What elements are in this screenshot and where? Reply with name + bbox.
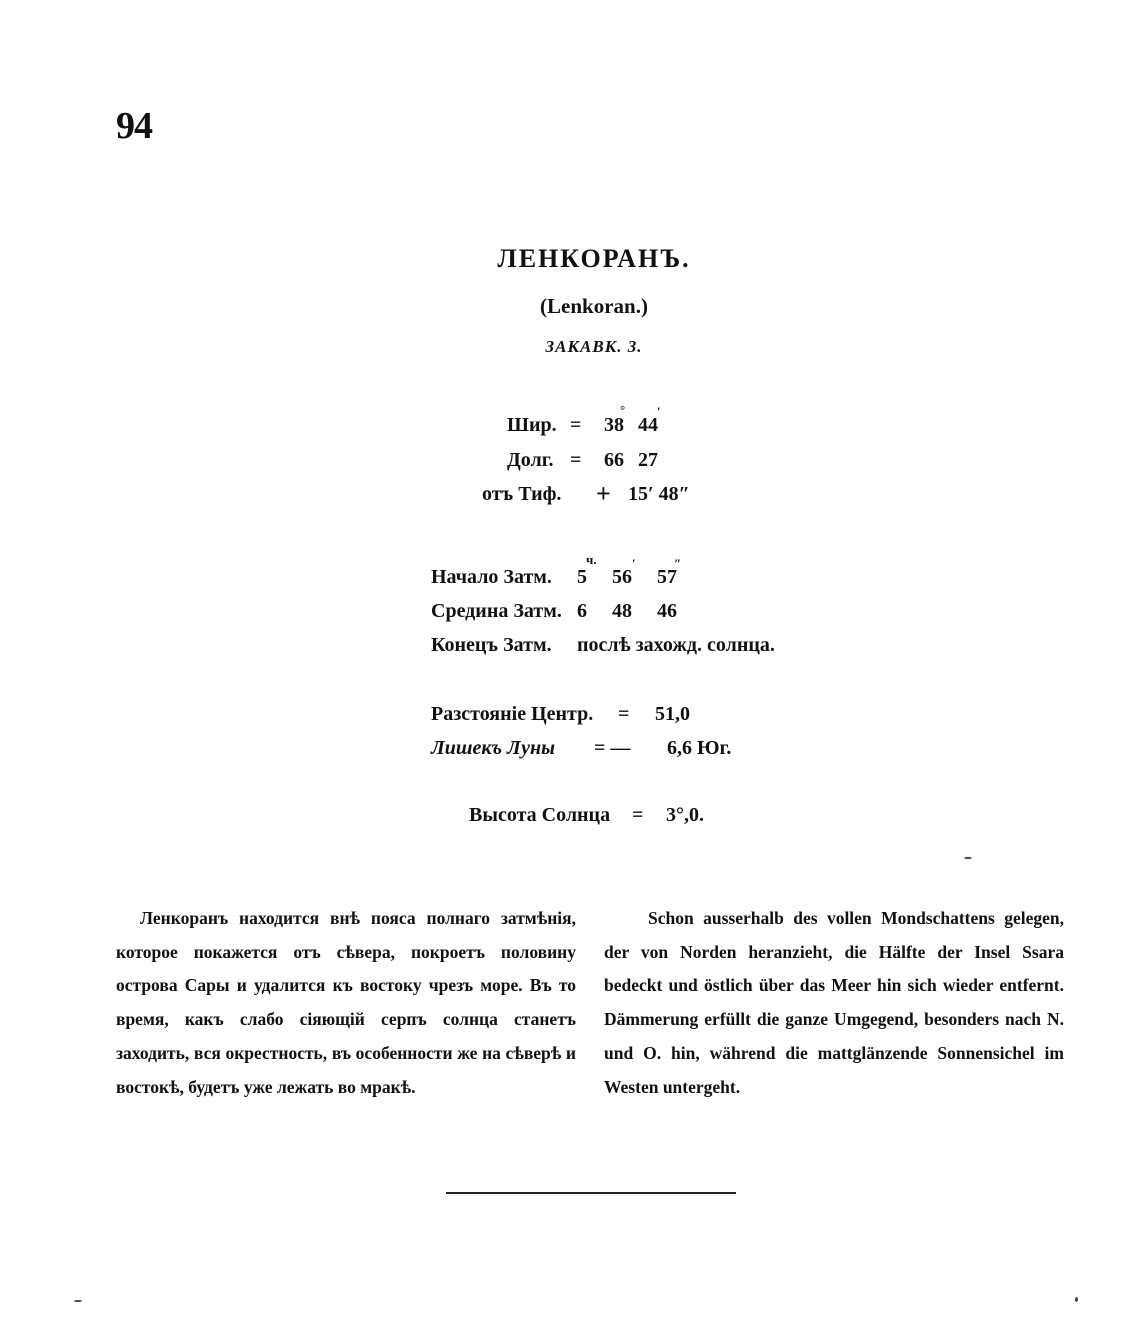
- german-paragraph: Schon ausserhalb des vollen Mondschattens gelegen, der von Norden heranzieht, die Hälfte der Insel Ssara bedeckt und östlich über das Meer hin sich wieder entfernt. Dämmerung erfüllt die ganze Umgegend, besonders nach N. und O. hin, während die mattglänzende Sonnensichel im Westen untergeht.: [604, 908, 1064, 1097]
- sun-altitude-equals: =: [632, 804, 644, 826]
- sun-altitude-label: Высота Солнца: [469, 804, 611, 826]
- hours-unit: ч.: [586, 552, 597, 567]
- tiflis-label: отъ Тиф.: [482, 483, 562, 505]
- center-distance-value: 51,0: [655, 703, 690, 725]
- beginning-hours: 5: [577, 566, 587, 588]
- section-divider: [446, 1192, 736, 1194]
- scan-speck: [74, 1300, 82, 1302]
- moon-excess-label: Лишекъ Луны: [431, 737, 556, 759]
- latitude-row: [0, 414, 1140, 440]
- degree-mark: °: [620, 402, 626, 417]
- latitude-equals: =: [570, 414, 582, 436]
- page-number: 94: [116, 105, 152, 147]
- latitude-degrees: 38: [604, 414, 624, 436]
- beginning-label: Начало Затм.: [431, 566, 552, 588]
- sun-altitude-value: 3°,0.: [666, 804, 704, 826]
- center-distance-row: [0, 703, 1140, 729]
- longitude-minutes: 27: [638, 449, 658, 471]
- latitude-minutes: 44: [638, 414, 658, 436]
- eclipse-middle-row: [0, 600, 1140, 626]
- middle-label: Средина Затм.: [431, 600, 562, 622]
- end-text: послѣ захожд. солнца.: [577, 634, 775, 656]
- latitude-label: Шир.: [507, 414, 557, 436]
- center-distance-equals: =: [618, 703, 630, 725]
- german-text-column: [604, 902, 1064, 1104]
- russian-paragraph: Ленкоранъ находится внѣ пояса полнаго затмѣнія, которое покажется отъ сѣвера, покроетъ половину острова Сары и удалится къ востоку чрезъ море. Въ то время, какъ слабо сіяющій серпъ солнца станетъ заходить, вся окрестность, въ особенности же на сѣверѣ и востокѣ, будетъ уже лежать во мракѣ.: [116, 908, 576, 1097]
- eclipse-beginning-row: [0, 566, 1140, 592]
- scan-speck: [1075, 1297, 1078, 1302]
- tiflis-offset-row: [0, 479, 1140, 509]
- region-label: ЗАКАВК. 3.: [545, 337, 643, 356]
- scan-speck: [964, 857, 972, 859]
- eclipse-end-row: [0, 634, 1140, 660]
- sun-altitude-row: [0, 804, 1140, 830]
- page-subtitle: (Lenkoran.): [540, 294, 648, 318]
- moon-excess-operator: = —: [594, 737, 631, 759]
- longitude-equals: =: [570, 449, 582, 471]
- tiflis-plus: +: [596, 479, 611, 508]
- seconds-unit: ″: [674, 556, 682, 571]
- middle-hours: 6: [577, 600, 587, 622]
- beginning-minutes: 56: [612, 566, 632, 588]
- russian-text-column: [116, 902, 576, 1104]
- middle-seconds: 46: [657, 600, 677, 622]
- moon-excess-row: [0, 737, 1140, 763]
- tiflis-value: 15′ 48″: [628, 483, 690, 505]
- longitude-row: [0, 449, 1140, 475]
- page-title: ЛЕНКОРАНЪ.: [497, 244, 691, 273]
- beginning-seconds: 57: [657, 566, 677, 588]
- end-label: Конецъ Затм.: [431, 634, 552, 656]
- minutes-unit: ′: [632, 556, 636, 571]
- longitude-degrees: 66: [604, 449, 624, 471]
- center-distance-label: Разстояніе Центр.: [431, 703, 594, 725]
- longitude-label: Долг.: [507, 449, 554, 471]
- middle-minutes: 48: [612, 600, 632, 622]
- moon-excess-value: 6,6 Юг.: [667, 737, 732, 759]
- minute-mark: ′: [657, 404, 661, 419]
